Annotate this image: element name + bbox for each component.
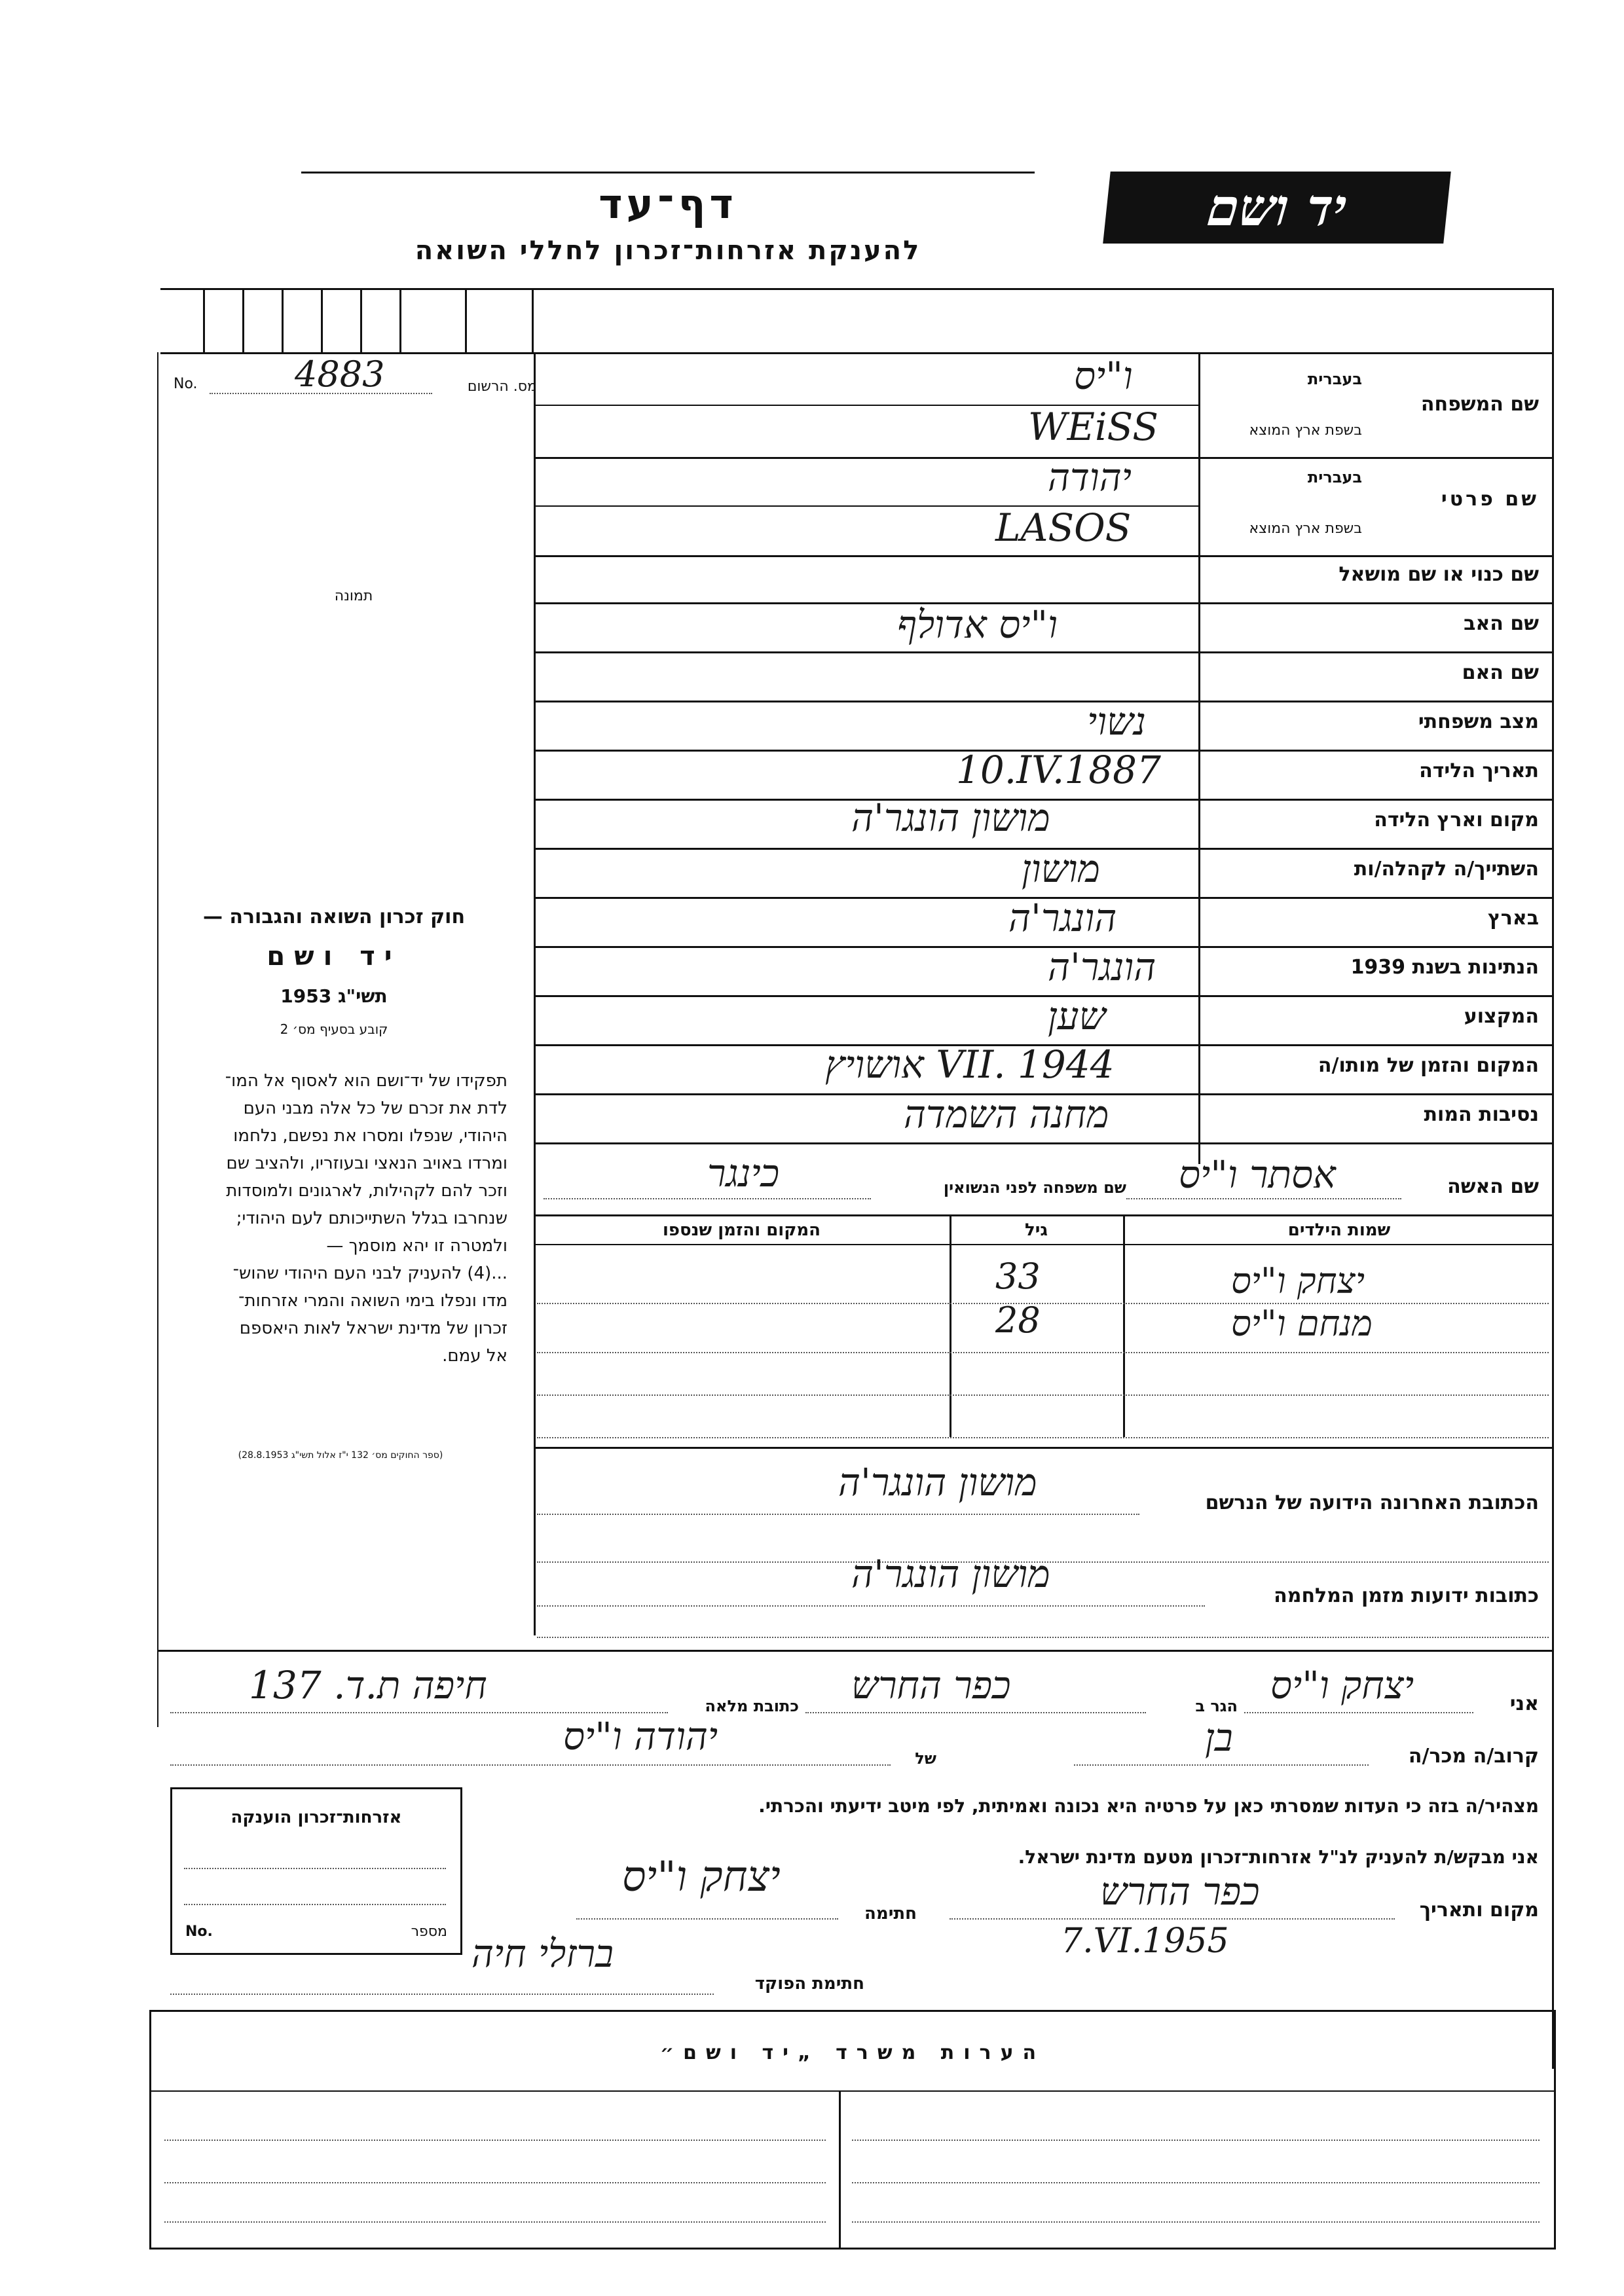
law-body-line: ומרדו באויב הנאצי ובעוזריו, ולהציב שם: [226, 1154, 507, 1173]
granted-no-label-he: מספר: [411, 1923, 447, 1940]
last-address-label: הכתובת האחרונה הידועה של הנרשם: [1205, 1491, 1539, 1514]
profession-value: שען: [1048, 994, 1106, 1038]
law-body-line: זכרון של מדינת ישראל לאות היאספם: [239, 1319, 507, 1338]
law-body: [167, 1067, 507, 1370]
first-name-origin-label: בשפת ארץ המוצא: [1249, 520, 1362, 537]
law-body-line: לדת את זכרם של כל אלה מבני העם: [243, 1099, 507, 1118]
place-date-label: מקום ותאריך: [1419, 1899, 1539, 1922]
birthdate-value: 10.IV.1887: [956, 748, 1161, 792]
yad-vashem-logo: [1103, 172, 1451, 244]
law-body-line: אל עמם.: [442, 1346, 507, 1366]
logo-text: יד ושם: [1204, 177, 1350, 238]
law-body-line: תפקידו של יד־ושם הוא לאסוף אל המו־: [225, 1071, 507, 1091]
family-name-origin-value: WEiSS: [1028, 405, 1158, 449]
request-text: אני מבקש/ת להעניק לנ"ל אזרחות־זכרון מטעם מדינת ישראל.: [1018, 1846, 1539, 1868]
family-name-hebrew-value: ו"יס: [1074, 354, 1133, 398]
death-place-time-label: המקום והזמן של מותו/ה: [1318, 1054, 1539, 1077]
child-age: 28: [995, 1300, 1041, 1341]
marital-status-value: נשוי: [1087, 699, 1146, 744]
of-label: של: [915, 1749, 936, 1768]
community-value: מושון: [1022, 847, 1100, 891]
child-name: מנחם ו"יס: [1231, 1303, 1373, 1344]
child-age: 33: [995, 1256, 1041, 1297]
birthplace-label: מקום וארץ הלידה: [1374, 809, 1539, 831]
nickname-label: שם כנוי או שם מושאל: [1338, 563, 1539, 586]
remarks-title: הערות משרד „יד ושם״: [659, 2041, 1046, 2064]
declaration-text: מצהיר/ה בזה כי העדות שמסרתי כאן על פרטיה היא נכונה ואמיתית, לפי מיטב ידיעתי והכרתי.: [758, 1795, 1539, 1817]
law-body-line: ולמטרה זו יהא מוסמך —: [326, 1236, 507, 1256]
form-title: דף־עד: [599, 180, 737, 228]
children-place-header: המקום והזמן שנספו: [662, 1220, 821, 1240]
birthplace-value: מושון הונגר'ה: [851, 795, 1050, 840]
profession-label: המקצוע: [1464, 1005, 1539, 1028]
relative-of-value: יהודה ו"יס: [563, 1714, 718, 1758]
registration-no-label-he: מס. הרשום: [467, 378, 537, 395]
law-year: תשי"ג 1953: [280, 985, 388, 1007]
death-cause-value: מחנה השמדה: [904, 1092, 1109, 1137]
first-name-hebrew-value: יהודה: [1048, 455, 1132, 500]
declarant-label: אני: [1509, 1692, 1539, 1715]
resides-in-label: הגר ב: [1195, 1697, 1238, 1715]
place-value: כפר החרש: [1100, 1869, 1260, 1914]
law-footnote: (ספר החוקים מס׳ 132 י"ז אלול תשי"ג 28.8.1953): [238, 1450, 443, 1461]
marital-status-label: מצב משפחתי: [1418, 710, 1539, 733]
relative-label: קרוב/ה מכר/ה: [1408, 1745, 1539, 1768]
law-body-line: וזכר להם לקהילות, לארגונים ולמוסדות: [226, 1181, 507, 1201]
family-name-origin-label: בשפת ארץ המוצא: [1249, 422, 1362, 439]
granted-box-title: אזרחות־זכרון הוענקה: [231, 1808, 402, 1827]
date-value: 7.VI.1955: [1061, 1922, 1229, 1961]
form-subtitle: להענקת אזרחות־זכרון לחללי השואה: [415, 236, 921, 266]
family-name-label: שם המשפחה: [1420, 393, 1539, 416]
law-body-line: היהודי, שנפלו ומסרו את נפשם, נלחמו: [233, 1126, 507, 1146]
child-name: יצחק ו"יס: [1231, 1260, 1365, 1302]
law-body-line: שנחרבו בגלל השתייכותם לעם היהודי;: [236, 1209, 507, 1228]
wife-name-label: שם האשה: [1447, 1175, 1539, 1198]
law-org: יד ושם: [267, 941, 401, 972]
full-address-label: כתובת מלאה: [705, 1697, 799, 1715]
photo-label: תמונה: [334, 588, 373, 604]
war-address-label: כתובות ידועות מזמן המלחמה: [1274, 1584, 1539, 1607]
maiden-name-value: כינגר: [707, 1151, 780, 1195]
family-name-hebrew-label: בעברית: [1307, 370, 1362, 388]
signature-label: חתימה: [864, 1904, 917, 1923]
children-age-header: גיל: [1024, 1220, 1048, 1240]
declarant-signature: יצחק ו"יס: [622, 1853, 781, 1901]
residence-value: כפר החרש: [851, 1663, 1011, 1707]
first-name-label: שם פרטי: [1441, 488, 1539, 511]
country-value: הונגר'ה: [1008, 896, 1117, 940]
granted-no-label-en: No.: [185, 1923, 213, 1940]
maiden-name-label: שם משפחה לפני הנשואין: [943, 1178, 1126, 1197]
declarant-name-value: יצחק ו"יס: [1270, 1663, 1414, 1707]
full-address-value: חיפה ת.ד. 137: [249, 1663, 487, 1707]
law-body-line: מדו ונפלו בימי השואה והמרי אזרחות־: [238, 1291, 507, 1311]
last-address-value: מושון הונגר'ה: [838, 1460, 1037, 1504]
father-name-label: שם האב: [1464, 612, 1539, 635]
citizenship-granted-box: [170, 1787, 462, 1955]
citizenship-label: הנתינות בשנת 1939: [1350, 956, 1539, 979]
birthdate-label: תאריך הלידה: [1419, 759, 1539, 782]
first-name-origin-value: LASOS: [995, 505, 1132, 550]
citizenship-value: הונגר'ה: [1048, 945, 1156, 989]
community-label: השתייך/ה לקהלה/ות: [1354, 858, 1539, 881]
wife-name-value: אסתר ו"יס: [1179, 1152, 1336, 1197]
country-label: בארץ: [1487, 907, 1539, 930]
registration-number: 4883: [295, 354, 385, 395]
law-body-line: ...(4) להעניק לבני העם היהודי שהוש־: [232, 1264, 507, 1283]
law-clause: קובע בסעיף מס׳ 2: [280, 1021, 388, 1037]
remarks-section: [149, 2010, 1556, 2250]
registration-no-label-en: No.: [174, 376, 198, 392]
children-names-header: שמות הילדים: [1287, 1220, 1391, 1240]
father-name-value: ו"יס אדולף: [897, 602, 1058, 647]
mother-name-label: שם האם: [1462, 661, 1539, 684]
war-address-value: מושון הונגר'ה: [851, 1552, 1050, 1596]
death-place-time-value: VII. 1944 אושויץ: [825, 1042, 1115, 1087]
officer-signature-label: חתימת הפוקד: [754, 1974, 864, 1994]
officer-signature: ברזלי חיה: [471, 1931, 614, 1976]
law-heading: חוק זכרון השואה והגבורה —: [202, 905, 466, 928]
first-name-hebrew-label: בעברית: [1307, 468, 1362, 486]
death-cause-label: נסיבות המות: [1424, 1103, 1539, 1126]
relation-value: בן: [1205, 1715, 1233, 1760]
